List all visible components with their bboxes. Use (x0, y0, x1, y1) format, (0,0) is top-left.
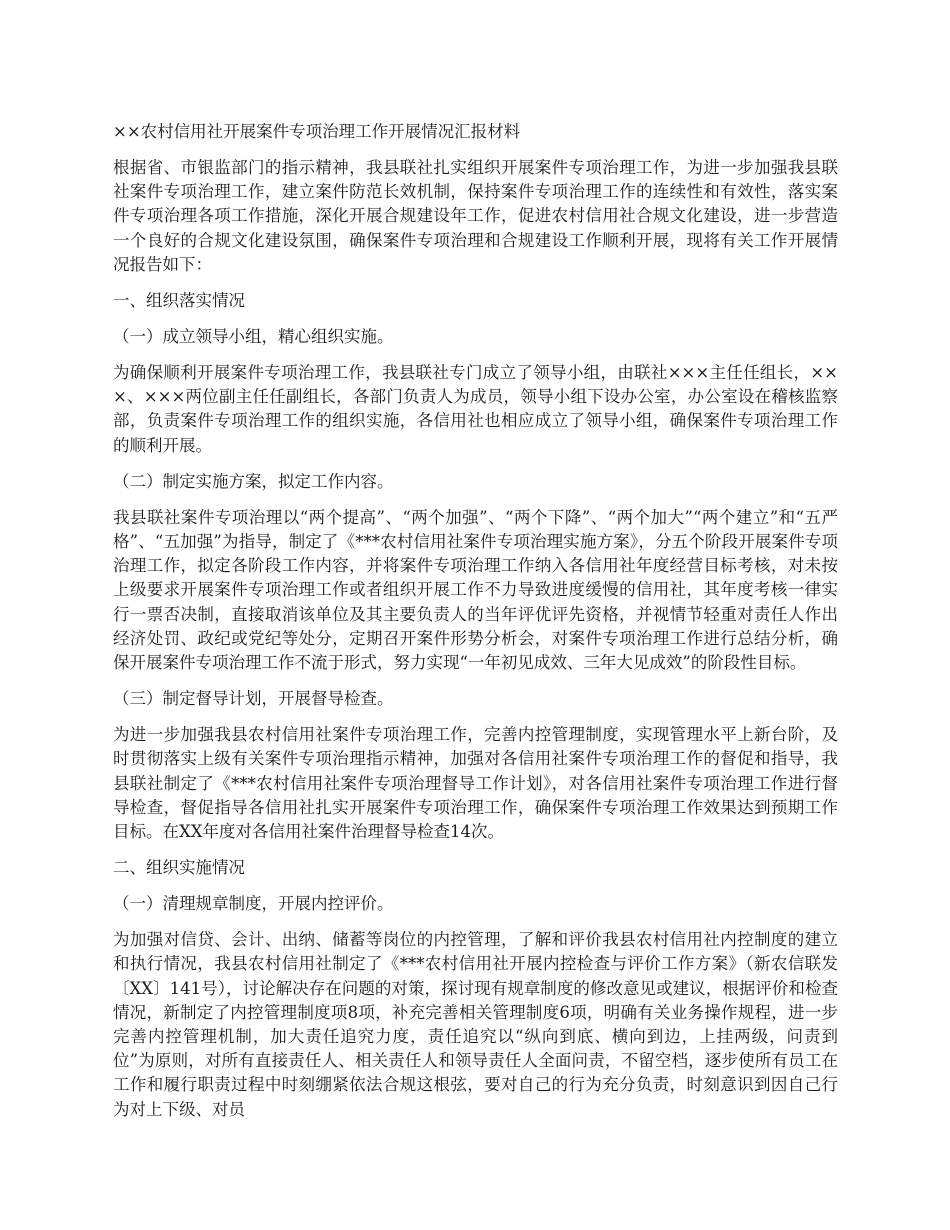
section-1-heading: 一、组织落实情况 (113, 291, 245, 311)
subsection-2-1-paragraph: 为加强对信贷、会计、出纳、储蓄等岗位的内控管理，了解和评价我县农村信用社内控制度的建立和执行情况，我县农村信用社制定了《***农村信用社开展内控检查与评价工作方案》（新农信联发〔XX〕141号），讨论解决存在问题的对策，探讨现有规章制度的修改意见或建议，根据评价和检查情况，新制定了内控管理制度项8项，补充完善相关管理制度6项，明确有关业务操作规程，进一步完善内控管理机制，加大责任追究力度，责任追究以“纵向到底、横向到边，上挂两级，问责到位”为原则，对所有直接责任人、相关责任人和领导责任人全面问责，不留空档，逐步使所有员工在工作和履行职责过程中时刻绷紧依法合规这根弦，要对自己的行为充分负责，时刻意识到因自己行为对上下级、对员 (113, 930, 838, 1119)
intro-paragraph: 根据省、市银监部门的指示精神，我县联社扎实组织开展案件专项治理工作，为进一步加强我县联社案件专项治理工作，建立案件防范长效机制，保持案件专项治理工作的连续性和有效性，落实案件专项治理各项工作措施，深化开展合规建设年工作，促进农村信用社合规文化建设，进一步营造一个良好的合规文化建设氛围，确保案件专项治理和合规建设工作顺利开展，现将有关工作开展情况报告如下： (113, 158, 838, 274)
subsection-2-1-heading: （一）清理规章制度，开展内控评价。 (113, 894, 394, 914)
subsection-1-1-heading: （一）成立领导小组，精心组织实施。 (113, 327, 394, 347)
section-2-heading: 二、组织实施情况 (113, 858, 245, 878)
document-title: ××农村信用社开展案件专项治理工作开展情况汇报材料 (113, 122, 521, 141)
subsection-1-2-heading: （二）制定实施方案，拟定工作内容。 (113, 471, 394, 491)
subsection-1-3-heading: （三）制定督导计划，开展督导检查。 (113, 689, 394, 709)
subsection-1-2-paragraph: 我县联社案件专项治理以“两个提高”、“两个加强”、“两个下降”、“两个加大”“两个建立”和“五严格”、“五加强”为指导，制定了《***农村信用社案件专项治理实施方案》，分五个阶段开展案件专项治理工作，拟定各阶段工作内容，并将案件专项治理工作纳入各信用社年度经营目标考核，对未按上级要求开展案件专项治理工作或者组织开展工作不力导致进度缓慢的信用社，其年度考核一律实行一票否决制，直接取消该单位及其主要负责人的当年评优评先资格，并视情节轻重对责任人作出经济处罚、政纪或党纪等处分，定期召开案件形势分析会，对案件专项治理工作进行总结分析，确保开展案件专项治理工作不流于形式，努力实现“一年初见成效、三年大见成效”的阶段性目标。 (113, 507, 838, 673)
subsection-1-1-paragraph: 为确保顺利开展案件专项治理工作，我县联社专门成立了领导小组，由联社×××主任任组长，×××、×××两位副主任任副组长，各部门负责人为成员，领导小组下设办公室，办公室设在稽核监察部，负责案件专项治理工作的组织实施，各信用社也相应成立了领导小组，确保案件专项治理工作的顺利开展。 (113, 363, 838, 455)
subsection-1-3-paragraph: 为进一步加强我县农村信用社案件专项治理工作，完善内控管理制度，实现管理水平上新台阶，及时贯彻落实上级有关案件专项治理指示精神，加强对各信用社案件专项治理工作的督促和指导，我县联社制定了《***农村信用社案件专项治理督导工作计划》，对各信用社案件专项治理工作进行督导检查，督促指导各信用社扎实开展案件专项治理工作，确保案件专项治理工作效果达到预期工作目标。在XX年度对各信用社案件治理督导检查14次。 (113, 725, 838, 842)
